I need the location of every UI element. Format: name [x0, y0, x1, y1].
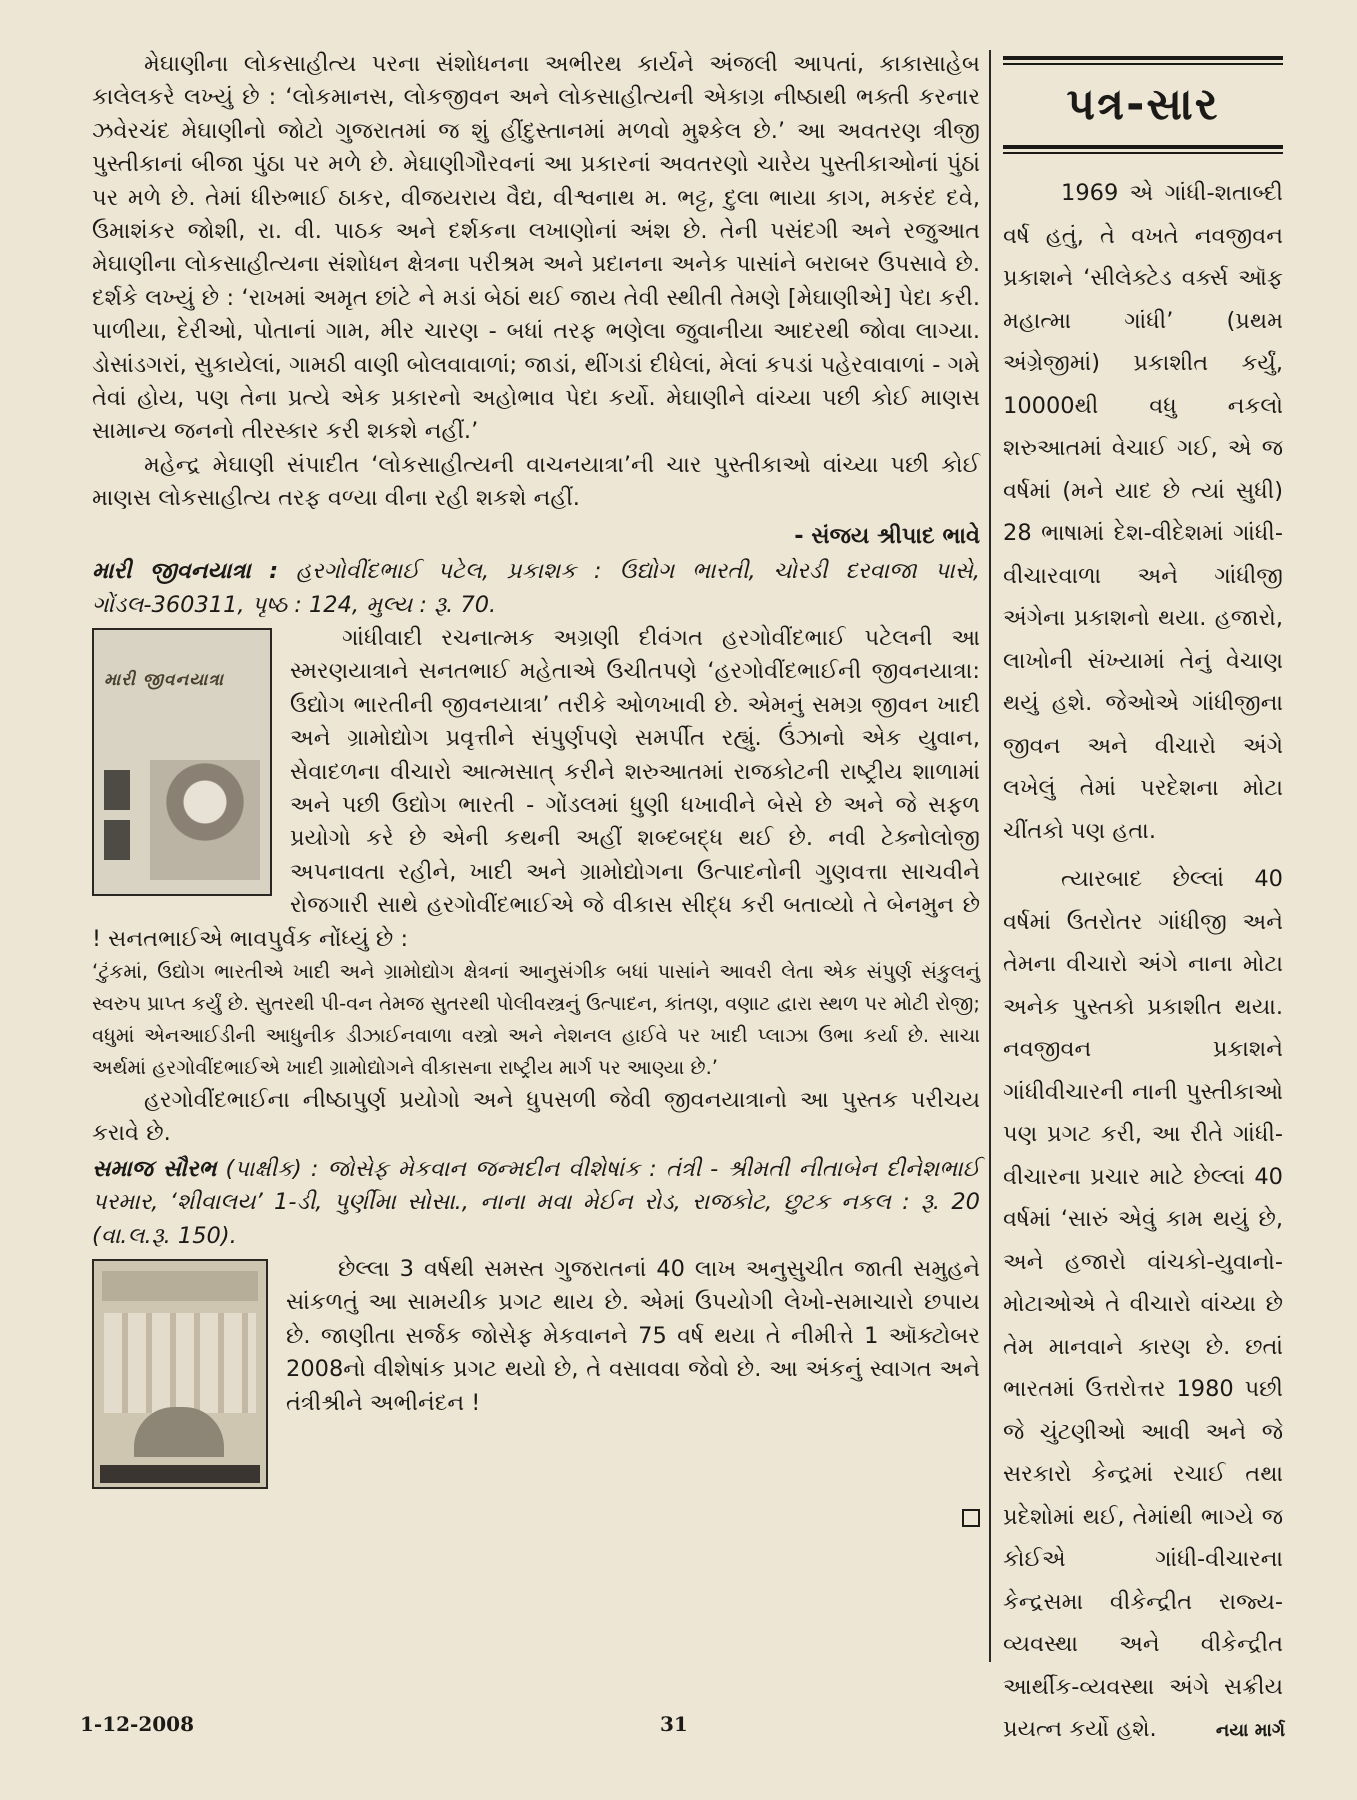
author-photo — [150, 760, 260, 880]
review-paragraph-text: છેલ્લા 3 વર્ષથી સમસ્ત ગુજરાતનાં 40 લાખ અનુસુચીત જાતી સમુહને સાંકળતું આ સામયીક પ્રગટ થાય છે. એમાં ઉપયોગી લેખો-સમાચારો છપાય છે. જાણીતા સર્જક જોસેફ મેકવાનને 75 વર્ષ થયા તે નીમીત્તે 1 ઑક્ટોબર 2008નો વીશેષાંક પ્રગટ થયો છે, તે વસાવવા જેવો છે. આ અંકનું સ્વાગત અને તંત્રીશ્રીને અભીનંદન ! — [286, 1256, 980, 1416]
sidebar-paragraph: 1969 એ ગાંધી-શતાબ્દી વર્ષ હતું, તે વખતે નવજીવન પ્રકાશને ‘સીલેક્ટેડ વર્ક્સ ઑફ મહાત્મા ગાંધી’ (પ્રથમ અંગ્રેજીમાં) પ્રકાશીત કર્યું, 10000થી વધુ નકલો શરુઆતમાં વેચાઈ ગઈ, એ જ વર્ષમાં (મને યાદ છે ત્યાં સુધી) 28 ભાષામાં દેશ-વીદેશમાં ગાંધી-વીચારવાળા અને ગાંધીજી અંગેના પ્રકાશનો થયા. હજારો, લાખોની સંખ્યામાં તેનું વેચાણ થયું હશે. જેઓએ ગાંધીજીના જીવન અને વીચારો અંગે લખેલું તેમાં પરદેશના મોટા ચીંતકો પણ હતા. — [1003, 180, 1283, 844]
book-details: (પાક્ષીક) : જોસેફ મેકવાન જન્મદીન વીશેષાંક : તંત્રી - શ્રીમતી નીતાબેન દીનેશભાઈ પરમાર, ‘શીવાલય’ 1-ડી, પુર્ણીમા સોસા., નાના મવા મેઈન રોડ, રાજકોટ, છુટક નકલ : રૂ. 20 (વા.લ.રૂ. 150). — [92, 1155, 981, 1249]
page-number: 31 — [660, 1712, 688, 1736]
book-entry-heading — [92, 1153, 980, 1253]
book-details: હરગોવીંદભાઈ પટેલ, પ્રકાશક : ઉદ્યોગ ભારતી, ચોરડી દરવાજા પાસે, ગોંડલ-360311, પૃષ્ઠ : 124, મુલ્ય : રૂ. 70. — [92, 558, 980, 618]
column-divider — [989, 50, 991, 1662]
review-signature: - સંજય શ્રીપાદ ભાવે — [794, 522, 980, 549]
cover-decoration — [104, 820, 130, 860]
review-quote: ‘ટુંકમાં, ઉદ્યોગ ભારતીએ ખાદી અને ગ્રામોદ્યોગ ક્ષેત્રનાં આનુસંગીક બધાં પાસાંને આવરી લેતા એક સંપુર્ણ સંકુલનું સ્વરુપ પ્રાપ્ત કર્યું છે. સુતરથી પી-વન તેમજ સુતરથી પોલીવસ્ત્રનું ઉત્પાદન, કાંતણ, વણાટ દ્વારા સ્થળ પર મોટી રોજી; વધુમાં એનઆઈડીની આધુનીક ડીઝાઈનવાળા વસ્ત્રો અને નેશનલ હાઈવે પર ખાદી પ્લાઝા ઉભા કર્યા છે. સાચા અર્થમાં હરગોવીંદભાઈએ ખાદી ગ્રામોદ્યોગને વીકાસના રાષ્ટ્રીય માર્ગ પર આણ્યા છે.’ — [92, 959, 980, 1079]
heading-rule — [1003, 145, 1283, 149]
issue-date: 1-12-2008 — [80, 1712, 195, 1736]
heading-rule — [1003, 56, 1283, 60]
review-paragraph: મેઘાણીના લોકસાહીત્ય પરના સંશોધનના અભીરથ કાર્યને અંજલી આપતાં, કાકાસાહેબ કાલેલકરે લખ્યું છે : ‘લોકમાનસ, લોકજીવન અને લોકસાહીત્યની એકાગ્ર નીષ્ઠાથી ભક્તી કરનાર ઝવેરચંદ મેઘાણીનો જોટો ગુજરાતમાં જ શું હીંદુસ્તાનમાં મળવો મુશ્કેલ છે.’ આ અવતરણ ત્રીજી પુસ્તીકાનાં બીજા પુંઠા પર મળે છે. મેઘાણીગૌરવનાં આ પ્રકારનાં અવતરણો ચારેય પુસ્તીકાઓનાં પુંઠાં પર મળે છે. તેમાં ધીરુભાઈ ઠાકર, વીજયરાય વૈદ્ય, વીશ્વનાથ મ. ભટ્ટ, દુલા ભાયા કાગ, મકરંદ દવે, ઉમાશંકર જોશી, રા. વી. પાઠક અને દર્શકના લખાણોનાં અંશ છે. તેની પસંદગી અને રજુઆત મેઘાણીના લોકસાહીત્યના સંશોધન ક્ષેત્રના પરીશ્રમ અને પ્રદાનના અનેક પાસાંને બરાબર ઉપસાવે છે. દર્શકે લખ્યું છે : ‘રાખમાં અમૃત છાંટે ને મડાં બેઠાં થઈ જાય તેવી સ્થીતી તેમણે [મેઘાણીએ] પેદા કરી. પાળીયા, દેરીઓ, પોતાનાં ગામ, મીર ચારણ - બધાં તરફ ભણેલા જુવાનીયા આદરથી જોવા લાગ્યા. ડોસાંડગરાં, સુકાયેલાં, ગામઠી વાણી બોલવાવાળાં; જાડાં, થીંગડાં દીધેલાં, મેલાં કપડાં પહેરવાવાળાં - ગમે તેવાં હોય, પણ તેના પ્રત્યે એક પ્રકારનો અહોભાવ પેદા કર્યો. મેઘાણીને વાંચ્યા પછી કોઈ માણસ સામાન્ય જનનો તીરસ્કાર કરી શકશે નહીં.’ — [92, 51, 980, 445]
sidebar-column — [1003, 56, 1283, 1751]
book-cover-image — [92, 628, 272, 896]
cover-decoration — [104, 770, 130, 810]
book-title: મારી જીવનયાત્રા : — [92, 558, 279, 585]
review-paragraph: હરગોવીંદભાઈના નીષ્ઠાપુર્ણ પ્રયોગો અને ધુપસળી જેવી જીવનયાત્રાનો આ પુસ્તક પરીચય કરાવે છે. — [92, 1086, 980, 1147]
book-title: સમાજ સૌરભ — [92, 1155, 217, 1182]
review-paragraph: ગાંધીવાદી રચનાત્મક અગ્રણી દીવંગત હરગોવીંદભાઈ પટેલની આ સ્મરણયાત્રાને સનતભાઈ મહેતાએ ઉચીતપણે ‘હરગોવીંદભાઈની જીવનયાત્રા: ઉદ્યોગ ભારતીની જીવનયાત્રા’ તરીકે ઓળખાવી છે. એમનું સમગ્ર જીવન ખાદી અને ગ્રામોદ્યોગ પ્રવૃત્તીને સંપુર્ણપણે સમર્પીત રહ્યું. ઉંઝાનો એક યુવાન, સેવાદળના વીચારો આત્મસાત્ કરીને શરુઆતમાં રાજકોટની રાષ્ટ્રીય શાળામાં અને પછી ઉદ્યોગ ભારતી - ગોંડલમાં ધુણી ધખાવીને બેસે છે અને જે સફળ પ્રયોગો કરે છે એની કથની અહીં શબ્દબદ્ધ થઈ છે. નવી ટેક્નોલોજી અપનાવતા રહીને, ખાદી અને ગ્રામોદ્યોગના ઉત્પાદનોની ગુણવત્તા સાચવીને રોજગારી સાથે હરગોવીંદભાઈએ જે વીકાસ સીદ્ધ કરી બતાવ્યો તે બેનમુન છે ! સનતભાઈએ ભાવપુર્વક નોંધ્યું છે : — [92, 624, 980, 952]
book-cover-title: મારી જીવનયાત્રા — [104, 669, 224, 690]
review-paragraph: મહેન્દ્ર મેઘાણી સંપાદીત ‘લોકસાહીત્યની વાચનયાત્રા’ની ચાર પુસ્તીકાઓ વાંચ્યા પછી કોઈ માણસ લોકસાહીત્ય તરફ વળ્યા વીના રહી શકશે નહીં. — [92, 451, 980, 512]
heading-rule — [1003, 152, 1283, 154]
sidebar-text — [1003, 172, 1283, 1751]
end-mark-icon — [962, 1509, 980, 1527]
sidebar-title: પત્ર-સાર — [1066, 79, 1220, 130]
main-column — [92, 48, 980, 1493]
page-footer — [80, 1712, 1297, 1752]
review-paragraph — [92, 1253, 980, 1420]
magazine-name: નયા માર્ગ — [1215, 1720, 1285, 1741]
book-entry-heading — [92, 555, 980, 622]
sidebar-paragraph: ત્યારબાદ છેલ્લાં 40 વર્ષમાં ઉતરોતર ગાંધીજી અને તેમના વીચારો અંગે નાના મોટા અનેક પુસ્તકો પ્રકાશીત થયા. નવજીવન પ્રકાશને ગાંધીવીચારની નાની પુસ્તીકાઓ પણ પ્રગટ કરી, આ રીતે ગાંધી-વીચારના પ્રચાર માટે છેલ્લાં 40 વર્ષમાં ‘સારું એવું કામ થયું છે, અને હજારો વાંચકો-યુવાનો-મોટાઓએ તે વીચારો વાંચ્યા છે તેમ માનવાને કારણ છે. છતાં ભારતમાં ઉત્તરોત્તર 1980 પછી જે ચુંટણીઓ આવી અને જે સરકારો કેન્દ્રમાં રચાઈ તથા પ્રદેશોમાં થઈ, તેમાંથી ભાગ્યે જ કોઈએ ગાંધી-વીચારના કેન્દ્રસમા વીકેન્દ્રીત રાજ્ય-વ્યવસ્થા અને વીકેન્દ્રીત આર્થીક-વ્યવસ્થા અંગે સક્રીય પ્રયત્ન કર્યો હશે. — [1003, 866, 1283, 1742]
cover-decoration — [100, 1465, 260, 1483]
